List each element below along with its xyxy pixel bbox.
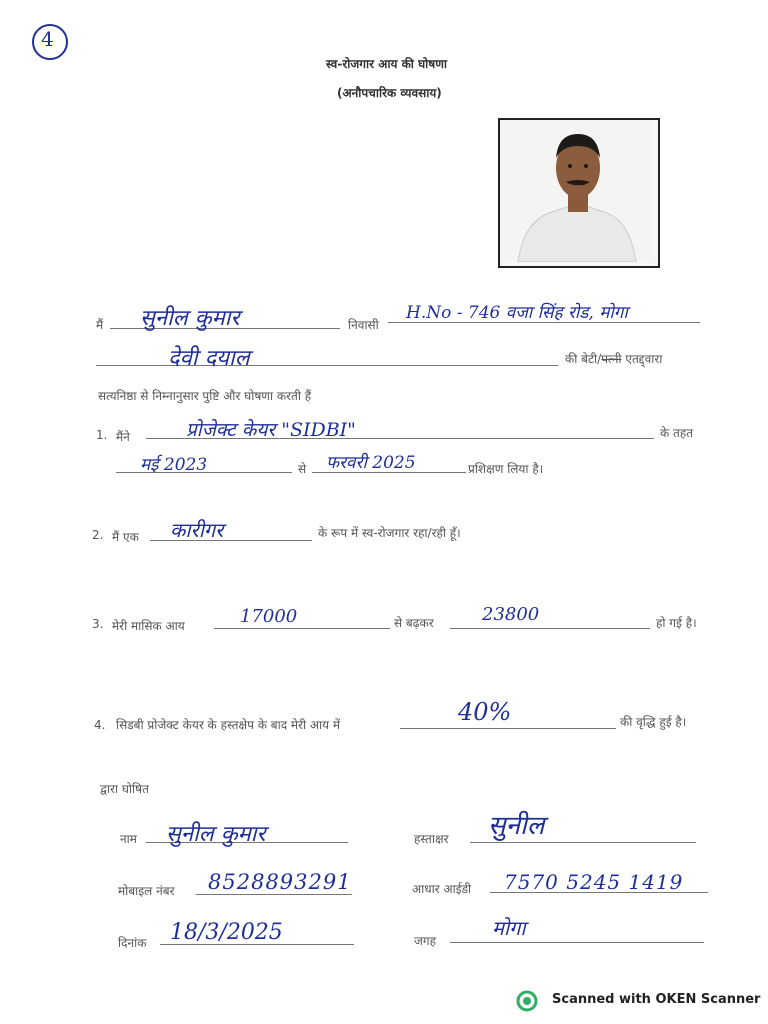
line1-prefix: मैं — [96, 318, 104, 332]
old-income: 17000 — [240, 606, 298, 627]
item1-number: 1. — [96, 428, 108, 442]
signature-value: सुनील — [488, 811, 545, 841]
aadhaar-label: आधार आईडी — [412, 882, 472, 896]
program-name: प्रोजेक्ट केयर "SIDBI" — [186, 419, 356, 441]
date-label: दिनांक — [118, 936, 147, 950]
place-value: मोगा — [492, 916, 526, 940]
mobile-underline — [196, 894, 352, 895]
item3-number: 3. — [92, 617, 104, 631]
mobile-label: मोबाइल नंबर — [118, 884, 175, 898]
declared-by-label: द्वारा घोषित — [100, 782, 149, 796]
item3-tail: हो गई है। — [656, 616, 697, 630]
document-title: स्व-रोजगार आय की घोषणा — [326, 57, 448, 71]
item3-lead: मेरी मासिक आय — [112, 619, 185, 633]
new-income-underline — [450, 628, 650, 629]
scanner-watermark: Scanned with OKEN Scanner — [552, 992, 761, 1007]
page-number: 4 — [41, 27, 54, 51]
relation-label: की बेटी/ — [565, 352, 602, 366]
resident-label: निवासी — [348, 318, 379, 332]
income-growth: 40% — [458, 698, 512, 726]
item4-lead: सिडबी प्रोजेक्ट केयर के हस्तक्षेप के बाद मेरी आय में — [116, 718, 341, 732]
mobile-value: 8528893291 — [208, 870, 352, 894]
place-label: जगह — [414, 934, 437, 948]
relation-name: देवी दयाल — [168, 346, 250, 371]
declarant-name: सुनील कुमार — [140, 306, 240, 331]
training-start: मई 2023 — [140, 455, 208, 475]
item2-number: 2. — [92, 528, 104, 542]
item1-tail: के तहत — [660, 426, 694, 440]
item4-tail: की वृद्धि हुई है। — [620, 715, 687, 729]
item3-mid: से बढ़कर — [394, 616, 434, 630]
training-end: फरवरी 2025 — [326, 453, 416, 473]
item1-lead: मैंने — [116, 430, 130, 444]
relation-suffix — [565, 350, 662, 367]
new-income: 23800 — [482, 604, 540, 625]
affirmation-text: सत्यनिष्ठा से निम्नानुसार पुष्टि और घोषणा करती हैं — [98, 389, 312, 403]
document-subtitle: (अनौपचारिक व्यवसाय) — [337, 86, 442, 100]
aadhaar-value: 7570 5245 1419 — [504, 870, 684, 894]
date-value: 18/3/2025 — [170, 920, 283, 945]
name-value: सुनील कुमार — [166, 822, 266, 847]
scanner-logo-icon — [516, 990, 538, 1012]
name-label: नाम — [120, 832, 137, 846]
growth-underline — [400, 728, 616, 729]
struck-option: पत्नी — [601, 352, 622, 366]
passport-photo — [498, 118, 660, 268]
hereby-label: एतद्द्वारा — [625, 352, 663, 366]
item1-end: प्रशिक्षण लिया है। — [468, 462, 544, 476]
signature-underline — [470, 842, 696, 843]
occupation: कारीगर — [170, 518, 224, 542]
old-income-underline — [214, 628, 390, 629]
item2-tail: के रूप में स्व-रोजगार रहा/रही हूँ। — [318, 526, 461, 540]
address-value: H.No - 746 वजा सिंह रोड, मोगा — [406, 303, 628, 323]
item4-number: 4. — [94, 718, 106, 732]
item1-to-label: से — [298, 462, 307, 476]
signature-label: हस्ताक्षर — [414, 832, 449, 846]
relation-underline — [96, 365, 558, 366]
portrait-image — [500, 120, 654, 262]
item2-lead: मैं एक — [112, 530, 139, 544]
place-underline — [450, 942, 704, 943]
